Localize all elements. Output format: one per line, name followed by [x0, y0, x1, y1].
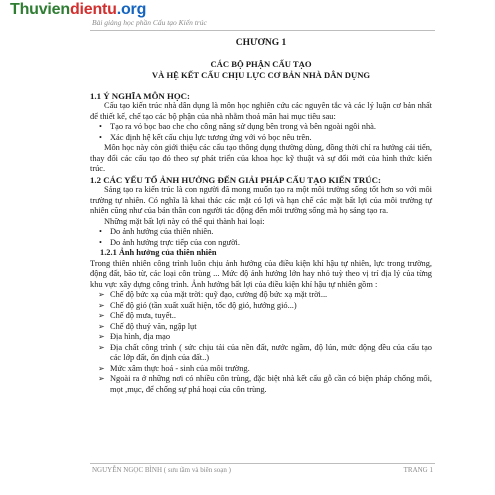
subsection-intro: Trong thiên nhiên công trình luôn chịu ảnh hưởng của điều kiện khí hậu tự nhiên, lực trong trường, động đất, bão từ, các loại côn trùng ... Mức độ ảnh hưởng lớn hay nhỏ tuỳ theo vị trí địa lý của từng khu vực xây dựng công trình. Ảnh hưởng bất lợi của điều kiện khí hậu tự nhiên gồm : — [90, 258, 432, 289]
arrow-bullet-item: ➢ Mức xâm thực hoá - sinh của môi trường. — [110, 364, 432, 375]
section-2-intro: Sáng tạo ra kiến trúc là con người đã mong muốn tạo ra một môi trường sống tốt hơn so với môi trường tự nhiên. Có nghĩa là khai thác các mặt có lợi và hạn chế các mặt bất lợi của môi trường tự nhiên cũng như của bản thân con người tác động đến môi trường sống mà họ sáng tạo ra. — [90, 185, 432, 215]
climate-factor-list — [90, 290, 432, 395]
arrow-bullet-item: ➢ Ngoài ra ở những nơi có nhiều côn trùng, đặc biệt nhà kết cấu gỗ cần có biện pháp chống mối, mọt ,mục, để chống sự phá hoại của côn trùng. — [110, 374, 432, 395]
page-number: TRANG 1 — [403, 466, 433, 474]
page-header: Bài giảng học phần Cấu tạo Kiến trúc — [92, 18, 207, 27]
arrow-bullet-item: ➢ Chế độ gió (tần xuất xuất hiện, tốc độ gió, hướng gió...) — [110, 301, 432, 312]
arrow-bullet-item: ➢ Chế độ thuỷ văn, ngập lụt — [110, 322, 432, 333]
logo-part-1: Thuvien — [10, 1, 70, 18]
bullet-item: • Do ảnh hưởng trực tiếp của con người. — [110, 238, 432, 249]
header-divider — [90, 30, 435, 31]
section-2-factor-list — [90, 227, 432, 248]
subsection-heading-1-2-1: 1.2.1 Ảnh hưởng của thiên nhiên — [100, 248, 217, 257]
site-logo[interactable] — [10, 1, 146, 19]
chapter-heading: CHƯƠNG 1 — [235, 38, 287, 48]
footer-divider — [90, 463, 435, 464]
chapter-title-line-1: CÁC BỘ PHẬN CẤU TẠO — [210, 58, 312, 69]
footer-author: NGUYỄN NGỌC BÌNH ( sưu tầm và biên soạn ) — [92, 466, 231, 474]
document-body — [90, 34, 432, 395]
section-heading-1-2: 1.2 CÁC YẾU TỐ ẢNH HƯỞNG ĐẾN GIẢI PHÁP CẤU TẠO KIẾN TRÚC: — [90, 174, 381, 185]
chapter-title-line-2: VÀ HỆ KẾT CẤU CHỊU LỰC CƠ BẢN NHÀ DÂN DỤNG — [151, 69, 371, 80]
section-1-bullet-list — [90, 122, 432, 143]
section-1-intro: Cấu tạo kiến trúc nhà dân dụng là môn học nghiên cứu các nguyên tắc và các lý luận cơ bản nhất để thiết kế, chế tạo các bộ phận của nhà nhằm thoả mãn hai mục tiêu sau: — [90, 101, 432, 121]
section-heading-1-1: 1.1 Ý NGHĨA MÔN HỌC: — [90, 90, 190, 101]
section-2-factors-intro: Những mặt bất lợi này có thể qui thành hai loại: — [104, 216, 265, 226]
logo-part-3: .org — [116, 1, 147, 18]
arrow-bullet-item: ➢ Địa chất công trình ( sức chịu tải của nền đất, nước ngầm, độ lún, mức động đều của cấu tạo các lớp đất, ổn định của đất..) — [110, 343, 432, 364]
section-1-outro: Môn học này còn giới thiệu các cấu tạo thông dụng thường dùng, đồng thời chỉ ra hướng cải tiến, thay đổi các cấu tạo đó theo sự phát triển của khoa học kỹ thuật và sự đổi mới của hình thức kiến trúc. — [90, 143, 432, 173]
arrow-bullet-item: ➢ Địa hình, địa mạo — [110, 332, 432, 343]
arrow-bullet-item: ➢ Chế độ bức xạ của mặt trời: quỹ đạo, cường độ bức xạ mặt trời... — [110, 290, 432, 301]
bullet-item: • Tạo ra vỏ bọc bao che cho công năng sử dụng bên trong và bên ngoài ngôi nhà. — [110, 122, 432, 133]
bullet-item: • Do ảnh hưởng của thiên nhiên. — [110, 227, 432, 238]
arrow-bullet-item: ➢ Chế độ mưa, tuyết.. — [110, 311, 432, 322]
logo-part-2: dientu — [69, 1, 117, 18]
bullet-item: • Xác định hệ kết cấu chịu lực tương ứng với vỏ bọc nêu trên. — [110, 133, 432, 144]
